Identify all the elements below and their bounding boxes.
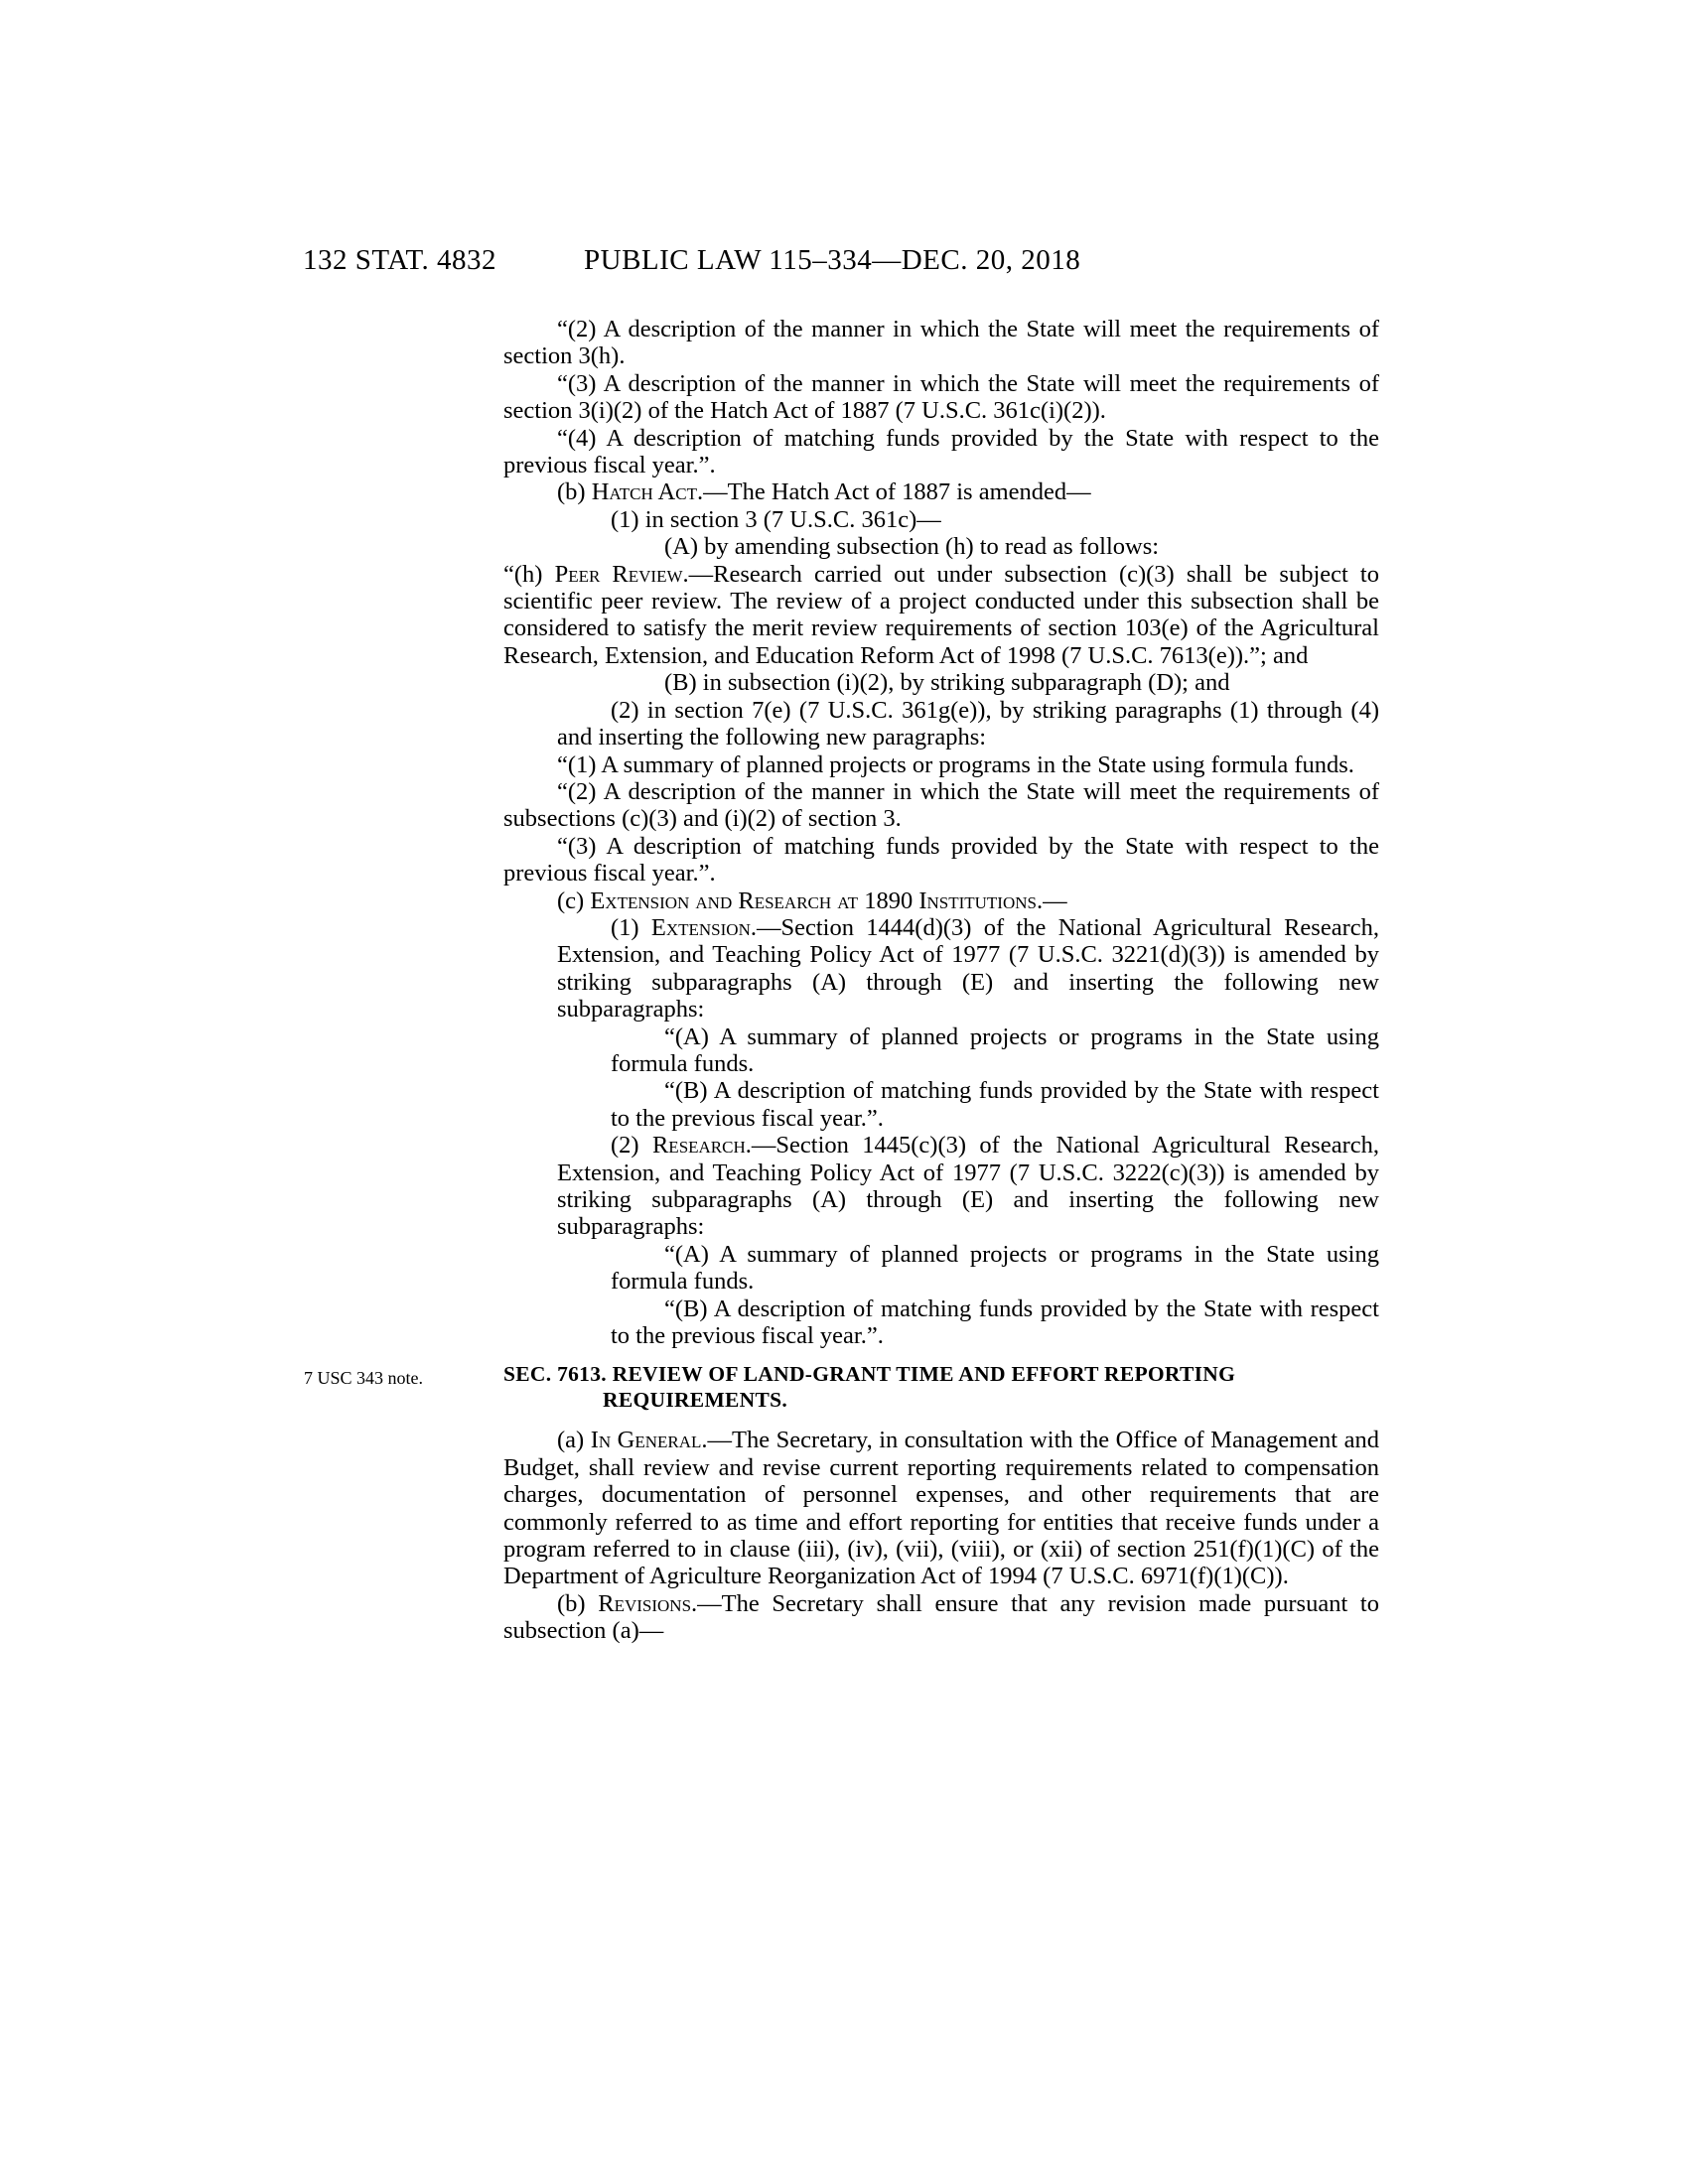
document-body bbox=[304, 316, 1379, 1645]
research-paragraph bbox=[503, 1132, 1379, 1241]
subsection-b-heading: Hatch Act bbox=[591, 478, 697, 506]
paragraph: (2) in section 7(e) (7 U.S.C. 361g(e)), by striking paragraphs (1) through (4) and inserting the following new paragraphs: bbox=[557, 696, 1379, 751]
paragraph: (B) in subsection (i)(2), by striking subparagraph (D); and bbox=[664, 669, 1230, 697]
subsection-c-heading: Extension and Research at 1890 Institutions bbox=[590, 887, 1037, 914]
subsection-c-lead: (c) bbox=[557, 887, 591, 914]
peer-review-heading: Peer Review bbox=[554, 560, 683, 588]
peer-review-lead: “(h) bbox=[503, 560, 555, 588]
extension-text: .—Section 1444(d)(3) of the National Agricultural Research, Extension, and Teaching Policy Act of 1977 (7 U.S.C. 3221(d)(3)) is amended by striking subparagraphs (A) through (E) and inserting the following new subparagraphs: bbox=[557, 913, 1379, 1024]
peer-review-text: .—Research carried out under subsection (c)(3) shall be subject to scientific peer review. The review of a project conducted under this subsection shall be considered to satisfy the merit review requirements of section 103(e) of the Agricultural Research, Extension, and Education Reform Act of 1998 (7 U.S.C. 7613(e)).”; and bbox=[503, 560, 1379, 669]
revisions-heading: Revisions bbox=[598, 1589, 692, 1617]
subsection-b-lead: (b) bbox=[557, 478, 592, 506]
paragraph: “(2) A description of the manner in which the State will meet the requirements of section 3(h). bbox=[503, 316, 1379, 370]
paragraph: “(B) A description of matching funds provided by the State with respect to the previous fiscal year.”. bbox=[611, 1295, 1379, 1350]
extension-lead: (1) bbox=[611, 913, 651, 941]
subsection-a-lead: (a) bbox=[557, 1427, 591, 1454]
research-text: .—Section 1445(c)(3) of the National Agricultural Research, Extension, and Teaching Policy Act of 1977 (7 U.S.C. 3222(c)(3)) is amended by striking subparagraphs (A) through (E) and inserting the following new subparagraphs: bbox=[557, 1132, 1379, 1241]
subsection-revisions bbox=[503, 1590, 1379, 1645]
paragraph: (A) by amending subsection (h) to read as follows: bbox=[664, 533, 1160, 561]
revisions-lead: (b) bbox=[557, 1589, 599, 1617]
paragraph: “(3) A description of matching funds provided by the State with respect to the previous fiscal year.”. bbox=[503, 832, 1379, 887]
margin-note: 7 USC 343 note. bbox=[304, 1368, 424, 1389]
subsection-a-text: .—The Secretary, in consultation with the Office of Management and Budget, shall review and revise current reporting requirements related to compensation charges, documentation of personnel expenses, and other requirements that are commonly referred to as time and effort reporting for entities that receive funds under a program referred to in clause (iii), (iv), (vii), (viii), or (xii) of section 251(f)(1)(C) of the Department of Agriculture Reorganization Act of 1994 (7 U.S.C. 6971(f)(1)(C)). bbox=[503, 1427, 1379, 1590]
research-lead: (2) bbox=[611, 1132, 652, 1160]
paragraph: “(3) A description of the manner in which the State will meet the requirements of section 3(i)(2) of the Hatch Act of 1887 (7 U.S.C. 361c(i)(2)). bbox=[503, 369, 1379, 425]
subsection-b-text: .—The Hatch Act of 1887 is amended— bbox=[696, 478, 1091, 506]
paragraph: (1) in section 3 (7 U.S.C. 361c)— bbox=[611, 505, 941, 533]
statute-page-number: 132 STAT. 4832 bbox=[303, 244, 497, 276]
page-header bbox=[0, 244, 1688, 284]
paragraph: “(4) A description of matching funds provided by the State with respect to the previous fiscal year.”. bbox=[503, 424, 1379, 479]
subsection-c bbox=[503, 887, 1379, 914]
extension-heading: Extension bbox=[650, 913, 751, 941]
paragraph: “(A) A summary of planned projects or programs in the State using formula funds. bbox=[611, 1240, 1379, 1296]
section-number: SEC. 7613. bbox=[503, 1362, 607, 1387]
section-heading bbox=[503, 1361, 1379, 1413]
paragraph: “(1) A summary of planned projects or programs in the State using formula funds. bbox=[557, 751, 1354, 778]
paragraph: “(2) A description of the manner in which the State will meet the requirements of subsections (c)(3) and (i)(2) of section 3. bbox=[503, 777, 1379, 833]
public-law-title: PUBLIC LAW 115–334—DEC. 20, 2018 bbox=[584, 244, 1081, 276]
subsection-b bbox=[503, 478, 1379, 505]
section-title: REVIEW OF LAND-GRANT TIME AND EFFORT REPORTING REQUIREMENTS. bbox=[603, 1362, 1236, 1413]
section-7613 bbox=[304, 1361, 1379, 1413]
revisions-text: .—The Secretary shall ensure that any revision made pursuant to subsection (a)— bbox=[503, 1589, 1379, 1645]
peer-review-subsection bbox=[503, 561, 1379, 670]
research-heading: Research bbox=[651, 1132, 746, 1160]
extension-paragraph bbox=[503, 914, 1379, 1024]
subsection-a-heading: In General bbox=[590, 1427, 702, 1454]
subsection-a bbox=[503, 1427, 1379, 1589]
paragraph: “(A) A summary of planned projects or programs in the State using formula funds. bbox=[611, 1023, 1379, 1077]
paragraph: “(B) A description of matching funds provided by the State with respect to the previous fiscal year.”. bbox=[611, 1077, 1379, 1132]
subsection-c-text: .— bbox=[1036, 887, 1067, 914]
